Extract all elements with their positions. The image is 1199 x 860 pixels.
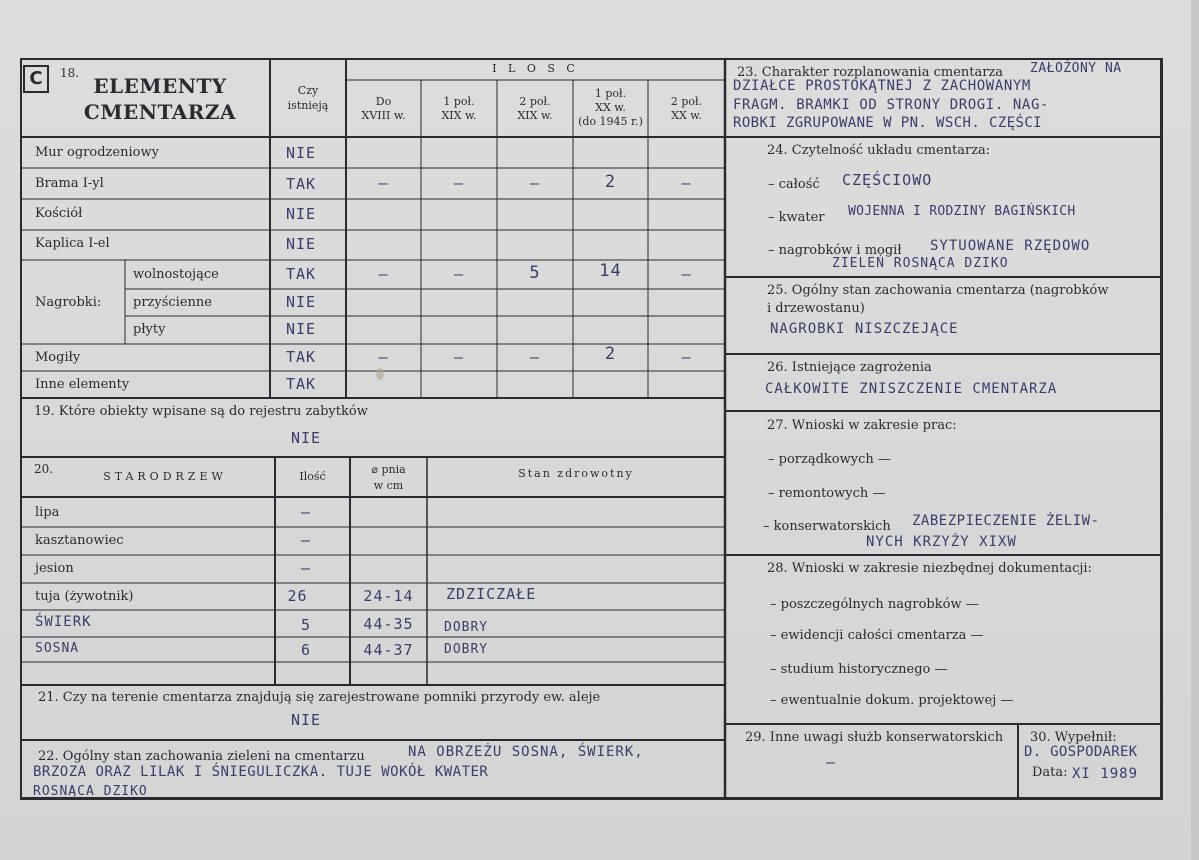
- section22-label: 22. Ogólny stan zachowania zieleni na cmentarzu: [38, 749, 365, 764]
- period-header-l2: XIX w.: [517, 109, 553, 122]
- tree-health: DOBRY: [444, 620, 489, 635]
- section19-answer: NIE: [291, 429, 322, 447]
- tree-name: tuja (żywotnik): [35, 589, 134, 604]
- period-header-l2: XIX w.: [441, 109, 477, 122]
- tree-diameter: 44-37: [363, 641, 414, 659]
- element-label: Mur ogrodzeniowy: [35, 145, 159, 160]
- section28-item-tombstones: – poszczególnych nagrobków —: [770, 597, 979, 612]
- element-exists: TAK: [286, 375, 317, 393]
- period-header-l2: XVIII w.: [361, 109, 406, 122]
- section30-date-label: Data:: [1032, 765, 1068, 780]
- section20-title: STARODRZEW: [103, 470, 227, 483]
- section27-item-conservation-label: – konserwatorskich: [763, 519, 891, 534]
- section22-answer-l1: NA OBRZEŻU SOSNA, ŚWIERK,: [408, 744, 644, 760]
- period-header-l2: XX w.: [595, 101, 626, 114]
- section18-number: 18.: [60, 66, 80, 80]
- col-health-header: Stan zdrowotny: [518, 467, 634, 480]
- quantity-cell: 2: [604, 172, 617, 192]
- quantity-cell: 14: [599, 261, 622, 281]
- section23-answer-l2: DZIAŁCE PROSTOKĄTNEJ Z ZACHOWANYM: [733, 78, 1031, 94]
- section30-filled-by: D. GOSPODAREK: [1024, 744, 1138, 760]
- element-exists: TAK: [286, 348, 317, 366]
- element-exists: NIE: [286, 320, 317, 338]
- tree-qty: 26: [287, 587, 308, 605]
- section25-answer: NAGROBKI NISZCZEJĄCE: [770, 321, 959, 337]
- period-header-l1: 2 poł.: [519, 95, 551, 108]
- tree-diameter: 44-35: [363, 615, 414, 633]
- section24-quarter-value: WOJENNA I RODZINY BAGIŃSKICH: [848, 204, 1076, 219]
- tree-health: ZDZICZAŁE: [446, 585, 537, 603]
- tree-health: DOBRY: [444, 642, 489, 657]
- period-header-l1: 2 poł.: [670, 95, 703, 108]
- quantity-header: I L O S C: [492, 62, 579, 75]
- quantity-cell: 2: [604, 344, 617, 364]
- col-diam-header-l2: w cm: [373, 479, 404, 492]
- element-label: Kościół: [35, 206, 83, 221]
- quantity-cell: —: [681, 174, 692, 192]
- tree-name: SOSNA: [35, 641, 80, 656]
- section21-answer: NIE: [291, 711, 322, 729]
- section23-answer-l1: ZAŁOŻONY NA: [1030, 61, 1122, 76]
- section27-item-conservation-value-l1: ZABEZPIECZENIE ŻELIW-: [912, 513, 1100, 529]
- section24-whole-value: CZĘŚCIOWO: [842, 171, 933, 189]
- tree-name: lipa: [35, 505, 60, 520]
- section28-item-historical-study: – studium historycznego —: [770, 662, 948, 677]
- section19-label: 19. Które obiekty wpisane są do rejestru zabytków: [34, 404, 368, 419]
- quantity-cell: —: [378, 174, 389, 192]
- section24-graves-value-l1: SYTUOWANE RZĘDOWO: [930, 238, 1091, 254]
- col-exists-l2: istnieją: [287, 99, 329, 112]
- section22-answer-l3: ROSNĄCA DZIKO: [33, 784, 148, 799]
- quantity-cell: —: [681, 265, 692, 283]
- section30-label: 30. Wypełnił:: [1030, 730, 1117, 745]
- quantity-cell: —: [529, 348, 541, 366]
- section27-item-cleanup: – porządkowych —: [768, 452, 891, 467]
- quantity-cell: —: [378, 348, 389, 366]
- element-label: Inne elementy: [35, 377, 130, 392]
- quantity-cell: —: [453, 265, 465, 283]
- element-exists: NIE: [286, 235, 317, 253]
- element-exists: TAK: [286, 175, 317, 193]
- section28-label: 28. Wnioski w zakresie niezbędnej dokumentacji:: [767, 561, 1092, 576]
- element-exists: NIE: [286, 144, 317, 162]
- card-letter-box: C: [23, 65, 49, 93]
- section22-answer-l2: BRZOZA ORAZ LILAK I ŚNIEGULICZKA. TUJE WOKÓŁ KWATER: [33, 764, 489, 780]
- section18-title-line2: CMENTARZA: [83, 100, 237, 124]
- section24-graves-label: – nagrobków i mogił: [768, 243, 902, 258]
- col-exists-l1: Czy: [297, 84, 319, 97]
- quantity-cell: —: [378, 265, 389, 283]
- col-diam-header-l1: ⌀ pnia: [371, 463, 406, 476]
- tree-diameter: 24-14: [363, 587, 414, 605]
- quantity-cell: —: [453, 348, 465, 366]
- section28-item-project-docs: – ewentualnie dokum. projektowej —: [770, 693, 1014, 708]
- section27-item-conservation-value-l2: NYCH KRZYŻY XIXW: [866, 534, 1017, 550]
- tree-qty: —: [300, 503, 312, 521]
- section27-item-repair: – remontowych —: [768, 486, 886, 501]
- card-right-edge: [1191, 0, 1199, 860]
- period-header-l1: Do: [375, 95, 392, 108]
- section26-answer: CAŁKOWITE ZNISZCZENIE CMENTARZA: [765, 381, 1058, 397]
- section24-whole-label: – całość: [768, 177, 820, 192]
- period-header-l3: (do 1945 r.): [578, 115, 643, 128]
- element-exists: NIE: [286, 205, 317, 223]
- tree-qty: 5: [300, 616, 312, 634]
- element-label: wolnostojące: [133, 267, 219, 282]
- element-label: Mogiły: [35, 350, 81, 365]
- section24-label: 24. Czytelność układu cmentarza:: [767, 143, 991, 158]
- section28-item-inventory: – ewidencji całości cmentarza —: [770, 628, 984, 643]
- tree-qty: —: [300, 559, 312, 577]
- section21-label: 21. Czy na terenie cmentarza znajdują się zarejestrowane pomniki przyrody ew. aleje: [38, 690, 601, 705]
- section27-label: 27. Wnioski w zakresie prac:: [767, 418, 957, 433]
- section24-quarter-label: – kwater: [768, 210, 825, 225]
- section23-answer-l3: FRAGM. BRAMKI OD STRONY DROGI. NAG-: [733, 97, 1050, 113]
- tree-name: jesion: [35, 561, 74, 576]
- element-label: Brama I-yl: [35, 176, 104, 191]
- nagrobki-label: Nagrobki:: [35, 295, 102, 310]
- section18-title-line1: ELEMENTY: [93, 74, 227, 98]
- section30-date-value: XI 1989: [1072, 766, 1139, 782]
- quantity-cell: 5: [529, 263, 541, 283]
- section24-graves-value-l2: ZIELEŃ ROSNĄCA DZIKO: [832, 256, 1009, 271]
- section29-answer: —: [826, 753, 837, 771]
- tree-qty: 6: [300, 641, 312, 659]
- section20-number: 20.: [34, 462, 54, 476]
- tree-name: kasztanowiec: [35, 533, 124, 548]
- element-label: Kaplica I-el: [35, 236, 110, 251]
- section29-label: 29. Inne uwagi służb konserwatorskich: [745, 730, 1004, 745]
- quantity-cell: —: [529, 174, 541, 192]
- period-header-l1: 1 poł.: [443, 95, 475, 108]
- tree-qty: —: [300, 531, 312, 549]
- element-exists: NIE: [286, 293, 317, 311]
- col-qty-header: Ilość: [299, 470, 326, 483]
- period-header-l2: XX w.: [671, 109, 702, 122]
- element-label: płyty: [133, 322, 166, 337]
- element-label: przyścienne: [133, 295, 212, 310]
- section25-label-l2: i drzewostanu): [767, 301, 865, 316]
- section23-label: 23. Charakter rozplanowania cmentarza: [737, 65, 1004, 80]
- section23-answer-l4: ROBKI ZGRUPOWANE W PN. WSCH. CZĘŚCI: [733, 115, 1043, 131]
- period-header-l1: 1 poł.: [594, 87, 627, 100]
- element-exists: TAK: [286, 265, 317, 283]
- quantity-cell: —: [681, 348, 692, 366]
- quantity-cell: —: [453, 174, 465, 192]
- section25-label-l1: 25. Ogólny stan zachowania cmentarza (nagrobków: [767, 283, 1109, 298]
- section26-label: 26. Istniejące zagrożenia: [767, 360, 932, 375]
- tree-name: ŚWIERK: [35, 614, 92, 630]
